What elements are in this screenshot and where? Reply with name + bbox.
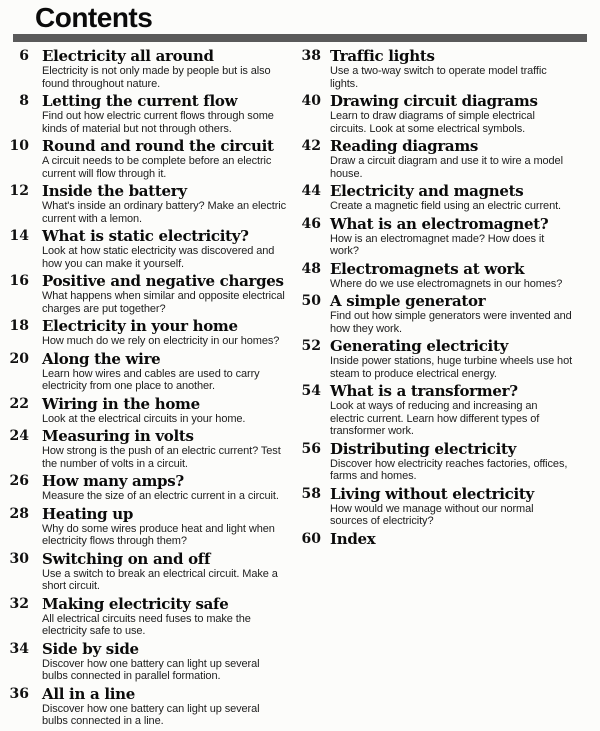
toc-entry <box>0 396 295 426</box>
entry-body <box>42 273 295 315</box>
entry-body <box>330 441 600 483</box>
toc-entry <box>295 383 600 438</box>
entry-body <box>330 338 600 380</box>
entry-description: How would we manage without our normal sources of electricity? <box>330 502 534 527</box>
entry-body <box>42 48 295 90</box>
entry-description: Discover how electricity reaches factories, offices, farms and homes. <box>330 457 568 482</box>
entry-title: Index <box>330 529 376 548</box>
page-title: Contents <box>35 2 153 33</box>
entry-description: Learn how wires and cables are used to carry electricity from one place to another. <box>42 367 260 392</box>
entry-page-number: 30 <box>9 550 29 567</box>
toc-entry <box>0 551 295 593</box>
entry-body <box>42 396 295 426</box>
entry-description: What's inside an ordinary battery? Make an electric current with a lemon. <box>42 200 287 225</box>
entry-body <box>42 93 295 135</box>
entry-description: Look at how static electricity was discovered and how you can make it yourself. <box>42 245 275 270</box>
entry-description: Use a switch to break an electrical circuit. Make a short circuit. <box>42 567 278 592</box>
entry-page-number: 44 <box>301 183 321 199</box>
toc-entry <box>295 293 600 335</box>
toc-entry <box>0 686 295 728</box>
entry-body <box>330 216 600 258</box>
toc-entry <box>0 641 295 683</box>
entry-title: Reading diagrams <box>330 137 479 155</box>
entry-description: Measure the size of an electric current in a circuit. <box>42 490 279 502</box>
toc-entry <box>0 228 295 270</box>
entry-title: Heating up <box>42 504 134 523</box>
entry-body <box>42 318 295 348</box>
entry-page-number: 38 <box>301 48 321 64</box>
entry-body <box>42 473 295 503</box>
entry-description: Where do we use electromagnets in our homes? <box>330 277 563 290</box>
toc-entry <box>295 338 600 380</box>
entry-title: Generating electricity <box>330 337 508 355</box>
entry-description: Learn to draw diagrams of simple electrical circuits. Look at some electrical symbols. <box>330 110 535 135</box>
entry-body <box>42 596 295 638</box>
entry-page-number: 18 <box>9 318 29 334</box>
entry-title: Positive and negative charges <box>42 272 284 290</box>
entry-title: How many amps? <box>42 472 184 490</box>
entry-title: Wiring in the home <box>42 394 200 413</box>
entry-title: Distributing electricity <box>330 439 517 458</box>
entry-description: All electrical circuits need fuses to make the electricity safe to use. <box>42 612 251 637</box>
entry-title: Switching on and off <box>42 549 211 568</box>
toc-entry <box>295 138 600 180</box>
entry-page-number: 12 <box>9 183 29 199</box>
entry-description: Electricity is not only made by people but is also found throughout nature. <box>42 65 271 90</box>
entry-body <box>42 641 295 683</box>
entry-body <box>42 138 295 180</box>
entry-page-number: 34 <box>9 640 29 657</box>
toc-entry <box>295 93 600 135</box>
entry-description: Create a magnetic field using an electric current. <box>330 200 562 212</box>
toc-entry <box>0 506 295 548</box>
toc-columns <box>0 42 600 731</box>
entry-body <box>330 383 600 438</box>
toc-entry <box>0 473 295 503</box>
entry-description: Find out how simple generators were invented and how they work. <box>330 310 572 335</box>
entry-description: Draw a circuit diagram and use it to wire a model house. <box>330 155 563 180</box>
entry-title: Traffic lights <box>330 47 435 65</box>
entry-page-number: 40 <box>301 93 321 109</box>
entry-body <box>330 261 600 291</box>
entry-body <box>42 506 295 548</box>
entry-body <box>42 428 295 470</box>
toc-column-right <box>295 48 600 731</box>
entry-body <box>330 48 600 90</box>
toc-entry <box>295 441 600 483</box>
toc-column-left <box>0 48 295 731</box>
toc-entry <box>0 596 295 638</box>
entry-body <box>42 228 295 270</box>
entry-title: Living without electricity <box>330 484 534 503</box>
entry-title: Electricity and magnets <box>330 182 524 200</box>
entry-title: Round and round the circuit <box>42 137 274 155</box>
toc-entry <box>295 531 600 548</box>
entry-title: All in a line <box>42 684 135 703</box>
entry-title: Inside the battery <box>42 182 187 200</box>
entry-description: How much do we rely on electricity in our homes? <box>42 335 280 347</box>
entry-body <box>42 686 295 728</box>
toc-entry <box>0 428 295 470</box>
entry-body <box>330 138 600 180</box>
entry-title: Drawing circuit diagrams <box>330 92 538 110</box>
entry-page-number: 42 <box>301 138 321 154</box>
entry-description: What happens when similar and opposite electrical charges are put together? <box>42 290 285 315</box>
entry-title: Measuring in volts <box>42 427 194 445</box>
entry-page-number: 54 <box>301 383 321 399</box>
contents-page <box>0 3 600 731</box>
toc-entry <box>0 93 295 135</box>
entry-page-number: 46 <box>301 215 321 232</box>
entry-body <box>330 183 600 213</box>
entry-body <box>330 93 600 135</box>
entry-page-number: 20 <box>9 350 29 367</box>
entry-page-number: 48 <box>301 260 321 277</box>
entry-page-number: 24 <box>9 428 29 444</box>
entry-body <box>42 183 295 225</box>
entry-page-number: 8 <box>19 93 29 109</box>
entry-page-number: 22 <box>9 395 29 412</box>
entry-description: Discover how one battery can light up several bulbs connected in parallel formation. <box>42 657 260 682</box>
toc-entry <box>0 48 295 90</box>
entry-body <box>330 293 600 335</box>
toc-entry <box>0 273 295 315</box>
entry-title: Along the wire <box>42 349 161 368</box>
entry-page-number: 50 <box>301 293 321 309</box>
toc-entry <box>0 351 295 393</box>
entry-description: Look at the electrical circuits in your home. <box>42 412 246 425</box>
entry-title: Making electricity safe <box>42 594 229 613</box>
entry-page-number: 28 <box>9 505 29 522</box>
entry-page-number: 60 <box>301 530 321 547</box>
entry-description: How is an electromagnet made? How does it work? <box>330 232 545 257</box>
entry-description: Look at ways of reducing and increasing an electric current. Learn how different types of transformer work. <box>330 400 540 437</box>
toc-entry <box>295 261 600 291</box>
toc-entry <box>0 318 295 348</box>
entry-body <box>330 531 600 548</box>
entry-title: What is static electricity? <box>42 227 249 245</box>
entry-title: Side by side <box>42 639 139 658</box>
entry-description: How strong is the push of an electric current? Test the number of volts in a circuit. <box>42 445 281 470</box>
entry-title: A simple generator <box>330 292 486 310</box>
toc-entry <box>0 138 295 180</box>
entry-page-number: 16 <box>9 273 29 289</box>
entry-description: Discover how one battery can light up several bulbs connected in a line. <box>42 702 260 727</box>
entry-title: What is an electromagnet? <box>330 214 549 233</box>
toc-entry <box>0 183 295 225</box>
entry-page-number: 58 <box>301 485 321 502</box>
entry-description: Inside power stations, huge turbine wheels use hot steam to produce electrical energy. <box>330 355 573 380</box>
toc-entry <box>295 486 600 528</box>
entry-body <box>42 351 295 393</box>
entry-description: Find out how electric current flows through some kinds of material but not through others. <box>42 110 274 135</box>
entry-title: Electricity all around <box>42 47 214 65</box>
toc-entry <box>295 183 600 213</box>
entry-title: Electromagnets at work <box>330 259 525 278</box>
entry-page-number: 32 <box>9 595 29 612</box>
entry-page-number: 6 <box>19 48 29 64</box>
entry-page-number: 36 <box>9 685 29 702</box>
toc-entry <box>295 48 600 90</box>
entry-title: What is a transformer? <box>330 382 518 400</box>
entry-title: Electricity in your home <box>42 317 238 335</box>
title-divider-bar <box>13 34 587 42</box>
entry-title: Letting the current flow <box>42 92 238 110</box>
entry-page-number: 10 <box>9 138 29 154</box>
entry-page-number: 52 <box>301 338 321 354</box>
entry-page-number: 26 <box>9 473 29 489</box>
entry-description: A circuit needs to be complete before an electric current will flow through it. <box>42 155 272 180</box>
entry-description: Use a two-way switch to operate model traffic lights. <box>330 65 547 90</box>
entry-body <box>42 551 295 593</box>
entry-body <box>330 486 600 528</box>
entry-page-number: 14 <box>9 228 29 244</box>
entry-page-number: 56 <box>301 440 321 457</box>
toc-entry <box>295 216 600 258</box>
entry-description: Why do some wires produce heat and light when electricity flows through them? <box>42 522 275 547</box>
